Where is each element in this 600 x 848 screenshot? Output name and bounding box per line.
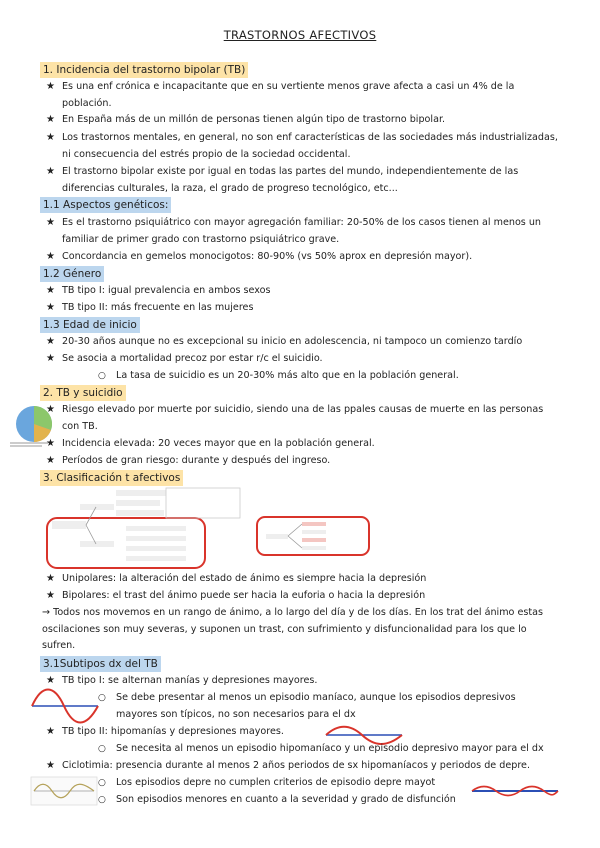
bullet-item: ★ Riesgo elevado por muerte por suicidio, siendo una de las ppales causas de muerte en las personas con TB. <box>46 404 544 432</box>
circle-bullet-icon: ○ <box>98 795 106 805</box>
heading-subtipos: 3.1Subtipos dx del TB <box>40 656 161 672</box>
bullet-item: ★ TB tipo I: se alternan manías y depresiones mayores. <box>62 673 562 690</box>
bullet-item: ★ Ciclotimia: presencia durante al menos 2 años periodos de sx hipomaníacos y periodos de depre. <box>62 758 562 775</box>
bullet-item: ★ Bipolares: el trast del ánimo puede ser hacia la euforia o hacia la depresión <box>62 588 562 605</box>
star-icon: ★ <box>46 114 55 125</box>
circle-bullet-icon: ○ <box>98 693 106 703</box>
graph-ciclotimia-icon <box>30 776 98 806</box>
star-icon: ★ <box>46 353 55 364</box>
bullet-item: ★ Es una enf crónica e incapacitante que en su vertiente menos grave afecta a casi un 4% de la población. <box>46 81 515 109</box>
star-icon: ★ <box>46 132 55 143</box>
bullet-item: ★ Períodos de gran riesgo: durante y después del ingreso. <box>62 453 562 470</box>
heading-incidencia: 1. Incidencia del trastorno bipolar (TB) <box>40 62 248 78</box>
star-icon: ★ <box>46 217 55 228</box>
heading-edad-inicio: 1.3 Edad de inicio <box>40 317 140 333</box>
classification-diagram-left <box>46 486 242 570</box>
star-icon: ★ <box>46 81 55 92</box>
paragraph: → Todos nos movemos en un rango de ánimo, a lo largo del día y de los días. En los trat del ánimo estas oscilaciones son muy severas, y suponen un trast, con sufrimiento y disfuncionalidad para los que lo sufren. <box>42 607 544 651</box>
sub-bullet-item: ○ La tasa de suicidio es un 20-30% más alto que en la población general. <box>116 368 556 385</box>
wave-tb1-icon <box>30 688 100 724</box>
bullet-item: ★ TB tipo II: hipomanías y depresiones mayores. <box>62 724 562 741</box>
bullet-item: ★ En España más de un millón de personas tienen algún tipo de trastorno bipolar. <box>62 112 562 129</box>
star-icon: ★ <box>46 760 55 771</box>
star-icon: ★ <box>46 166 55 177</box>
heading-clasificacion: 3. Clasificación t afectivos <box>40 470 183 486</box>
star-icon: ★ <box>46 251 55 262</box>
bullet-item: ★ TB tipo I: igual prevalencia en ambos sexos <box>62 283 562 300</box>
bullet-item: ★ Se asocia a mortalidad precoz por estar r/c el suicidio. <box>62 351 562 368</box>
sub-bullet-item: ○ Se debe presentar al menos un episodio maníaco, aunque los episodios depresivos mayores son típicos, no son necesarios para el dx <box>98 692 516 720</box>
star-icon: ★ <box>46 455 55 466</box>
star-icon: ★ <box>46 302 55 313</box>
sub-bullet-item: ○ Los episodios depre no cumplen criterios de episodio depre mayot <box>116 775 556 792</box>
bullet-item: ★ Es el trastorno psiquiátrico con mayor agregación familiar: 20-50% de los casos tienen al menos un familiar de primer grado con trastorno psiquiátrico grave. <box>46 217 542 245</box>
circle-bullet-icon: ○ <box>98 371 106 381</box>
star-icon: ★ <box>46 726 55 737</box>
star-icon: ★ <box>46 590 55 601</box>
page-title: TRASTORNOS AFECTIVOS <box>223 28 377 42</box>
star-icon: ★ <box>46 336 55 347</box>
bullet-item: ★ Concordancia en gemelos monocigotos: 80-90% (vs 50% aprox en depresión mayor). <box>62 249 562 266</box>
heading-genero: 1.2 Género <box>40 266 104 282</box>
sub-bullet-item: ○ Se necesita al menos un episodio hipomaníaco y un episodio depresivo mayor para el dx <box>116 741 556 758</box>
bullet-item: ★ TB tipo II: más frecuente en las mujeres <box>62 300 562 317</box>
sub-bullet-item: ○ Son episodios menores en cuanto a la severidad y grado de disfunción <box>116 792 556 809</box>
classification-diagram-right <box>256 516 374 558</box>
star-icon: ★ <box>46 573 55 584</box>
bullet-item: ★ El trastorno bipolar existe por igual en todas las partes del mundo, independientemente de las diferencias culturales, la raza, el grado de progreso tecnológico, etc... <box>46 166 519 194</box>
star-icon: ★ <box>46 285 55 296</box>
star-icon: ★ <box>46 438 55 449</box>
heading-tb-suicidio: 2. TB y suicidio <box>40 385 126 401</box>
star-icon: ★ <box>46 675 55 686</box>
circle-bullet-icon: ○ <box>98 744 106 754</box>
circle-bullet-icon: ○ <box>98 778 106 788</box>
bullet-item: ★ 20-30 años aunque no es excepcional su inicio en adolescencia, ni tampoco un comienzo tardío <box>62 334 562 351</box>
bullet-item: ★ Unipolares: la alteración del estado de ánimo es siempre hacia la depresión <box>62 571 562 588</box>
star-icon: ★ <box>46 404 55 415</box>
heading-aspectos-geneticos: 1.1 Aspectos genéticos: <box>40 197 171 213</box>
bullet-item: ★ Los trastornos mentales, en general, no son enf características de las sociedades más industrializadas, ni consecuencia del estrés propio de la sociedad occidental. <box>46 132 558 160</box>
bullet-item: ★ Incidencia elevada: 20 veces mayor que en la población general. <box>62 436 562 453</box>
